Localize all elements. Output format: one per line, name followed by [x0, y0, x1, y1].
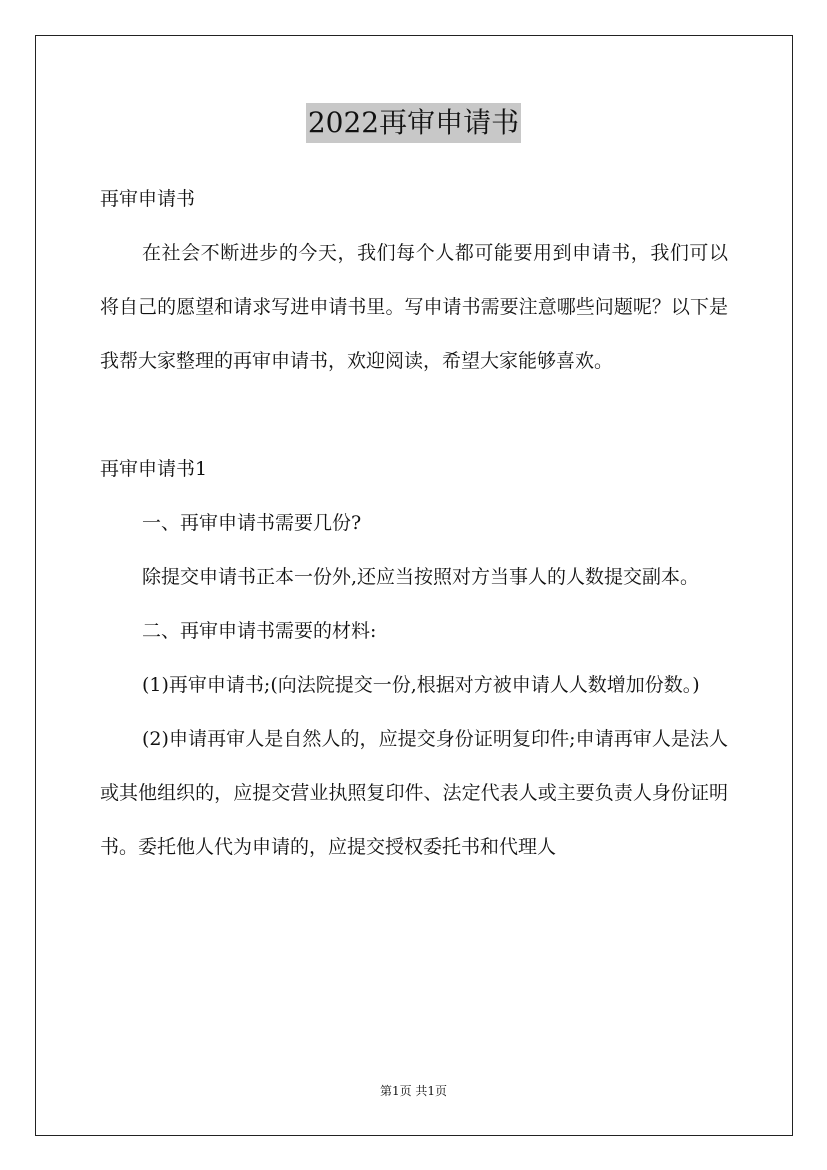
title-container	[0, 103, 827, 143]
paragraph-gap	[100, 388, 728, 442]
subsection-heading: 再审申请书1	[100, 458, 208, 480]
document-body	[100, 172, 728, 874]
intro-paragraph: 在社会不断进步的今天，我们每个人都可能要用到申请书，我们可以将自己的愿望和请求写进申请书里。写申请书需要注意哪些问题呢？以下是我帮大家整理的再审申请书，欢迎阅读，希望大家能够喜欢。	[100, 242, 728, 372]
body-paragraph: 除提交申请书正本一份外,还应当按照对方当事人的人数提交副本。	[142, 566, 700, 588]
question-heading: 一、再审申请书需要几份?	[142, 512, 362, 534]
list-item: (2)申请再审人是自然人的，应提交身份证明复印件;申请再审人是法人或其他组织的，应提交营业执照复印件、法定代表人或主要负责人身份证明书。委托他人代为申请的，应提交授权委托书和代理人	[100, 728, 728, 858]
list-item: (1)再审申请书;(向法院提交一份,根据对方被申请人人数增加份数。)	[142, 674, 700, 696]
page-footer: 第1页 共1页	[379, 1084, 448, 1098]
section-heading: 再审申请书	[100, 188, 196, 210]
document-title: 2022再审申请书	[306, 103, 521, 143]
materials-heading: 二、再审申请书需要的材料:	[142, 620, 377, 642]
